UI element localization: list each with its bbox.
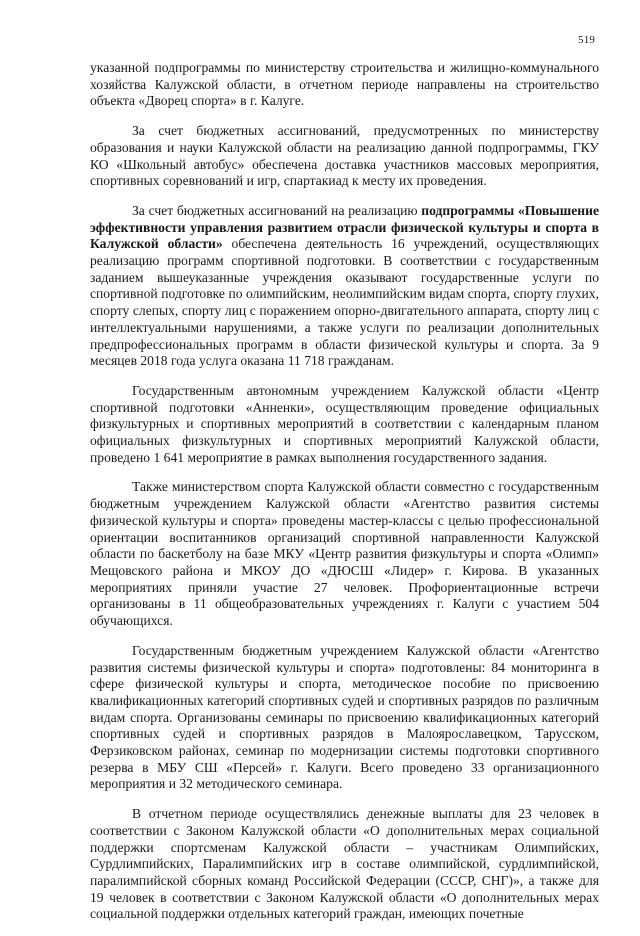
paragraph-text: Государственным бюджетным учреждением Калужской области «Агентство развития системы физической культуры и спорта» подготовлены: 84 мониторинга в сфере физической культуры и спорта, методическое пособие по присвоению квалификационных категорий спортивных судей и спортивных разрядов по различным видам спорта. Организованы семинары по присвоению квалификационных категорий спортивных судей и спортивных разрядов в Малоярославецком, Тарусском, Ферзиковском районах, семинар по модернизации системы подготовки спортивного резерва в МБУ СШ «Персей» г. Калуги. Всего проведено 33 организационного мероприятия и 32 методического семинара. (90, 642, 599, 792)
paragraph-text: За счет бюджетных ассигнований, предусмотренных по министерству образования и науки Калужской области на реализацию данной подпрограммы, ГКУ КО «Школьный автобус» обеспечена доставка участников массовых мероприятия, спортивных соревнований и игр, спартакиад к месту их проведения. (90, 123, 599, 189)
paragraph-text: За счет бюджетных ассигнований на реализацию (132, 202, 422, 218)
paragraph (90, 123, 599, 190)
paragraph (90, 203, 599, 370)
page-number: 519 (578, 34, 596, 46)
subprogram-title: подпрограммы «Повышение эффективности управления развитием отрасли физической культуры и спорта в Калужской области» (90, 202, 599, 252)
paragraph-text: указанной подпрограммы по министерству строительства и жилищно-коммунального хозяйства Калужской области, в отчетном периоде направлены на строительство объекта «Дворец спорта» в г. Калуге. (90, 60, 599, 109)
paragraph (90, 806, 599, 923)
paragraph (90, 643, 599, 793)
paragraph-text: Также министерством спорта Калужской области совместно с государственным бюджетным учреждением Калужской области «Агентство развития системы физической культуры и спорта» проведены мастер-классы с целью профессиональной ориентации воспитанников организаций спортивной направленности Калужской области по баскетболу на базе МКУ «Центр развития физкультуры и спорта «Олимп» Мещовского района и МКОУ ДО «ДЮСШ «Лидер» г. Кирова. В указанных мероприятиях приняли участие 27 человек. Профориентационные встречи организованы в 11 общеобразовательных учреждениях г. Калуги с участием 504 обучающихся. (90, 479, 599, 629)
paragraph (90, 60, 599, 110)
document-body (90, 60, 599, 936)
paragraph-text: обеспечена деятельность 16 учреждений, осуществляющих реализацию программ спортивной подготовки. В соответствии с государственным заданием вышеуказанные учреждения оказывают государственные услуги по спортивной подготовке по олимпийским, неолимпийским видам спорта, спорту глухих, спорту слепых, спорту лиц с поражением опорно-двигательного аппарата, спорту лиц с интеллектуальными нарушениями, а также услуги по реализации дополнительных предпрофессиональных программ в области физической культуры и спорта. За 9 месяцев 2018 года услуга оказана 11 718 гражданам. (90, 236, 599, 369)
paragraph-text: Государственным автономным учреждением Калужской области «Центр спортивной подготовки «Анненки», осуществляющим проведение официальных физкультурных и спортивных мероприятий в соответствии с календарным планом официальных физкультурных и спортивных мероприятий Калужской области, проведено 1 641 мероприятие в рамках выполнения государственного задания. (90, 382, 599, 465)
paragraph-text: В отчетном периоде осуществлялись денежные выплаты для 23 человек в соответствии с Законом Калужской области «О дополнительных мерах социальной поддержки спортсменам Калужской области – участникам Олимпийских, Сурдлимпийских, Паралимпийских игр в составе олимпийской, сурдлимпийской, паралимпийской сборных команд Российской Федерации (СССР, СНГ)», а также для 19 человек в соответствии с Законом Калужской области «О дополнительных мерах социальной поддержки отдельных категорий граждан, имеющих почетные (90, 806, 599, 922)
paragraph (90, 383, 599, 467)
paragraph (90, 479, 599, 629)
